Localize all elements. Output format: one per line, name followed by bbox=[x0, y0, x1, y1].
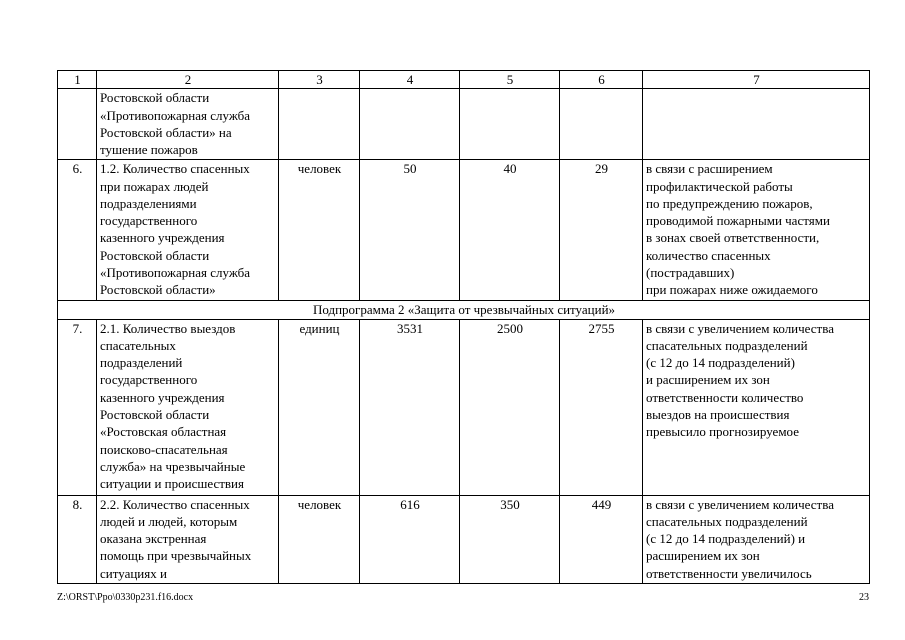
table-row-7 bbox=[58, 319, 870, 495]
cell-value-4: 50 bbox=[360, 160, 460, 301]
cell-unit: единиц bbox=[279, 319, 360, 495]
cell-value-5 bbox=[460, 89, 560, 160]
cell-value-5: 350 bbox=[460, 495, 560, 583]
cell-value-6: 2755 bbox=[560, 319, 643, 495]
cell-value-4 bbox=[360, 89, 460, 160]
header-cell-6: 6 bbox=[560, 71, 643, 89]
table-row-6 bbox=[58, 160, 870, 301]
cell-note: в связи с расширением профилактической работы по предупреждению пожаров, проводимой пожарными частями в зонах своей ответственности, количество спасенных (пострадавших) при пожарах ниже ожидаемого bbox=[643, 160, 870, 301]
cell-value-5: 40 bbox=[460, 160, 560, 301]
cell-note bbox=[643, 89, 870, 160]
cell-unit: человек bbox=[279, 495, 360, 583]
cell-value-4: 3531 bbox=[360, 319, 460, 495]
cell-value-5: 2500 bbox=[460, 319, 560, 495]
cell-num: 7. bbox=[58, 319, 97, 495]
section-title: Подпрограмма 2 «Защита от чрезвычайных ситуаций» bbox=[58, 301, 870, 319]
cell-name: 2.2. Количество спасенных людей и людей, которым оказана экстренная помощь при чрезвычайных ситуациях и bbox=[97, 495, 279, 583]
cell-value-4: 616 bbox=[360, 495, 460, 583]
cell-name: 1.2. Количество спасенных при пожарах людей подразделениями государственного казенного учреждения Ростовской области «Противопожарная служба Ростовской области» bbox=[97, 160, 279, 301]
header-cell-4: 4 bbox=[360, 71, 460, 89]
cell-name: 2.1. Количество выездов спасательных подразделений государственного казенного учреждения Ростовской области «Ростовская областная поисково-спасательная служба» на чрезвычайные ситуации и происшествия bbox=[97, 319, 279, 495]
header-cell-7: 7 bbox=[643, 71, 870, 89]
cell-num bbox=[58, 89, 97, 160]
section-row bbox=[58, 301, 870, 319]
cell-num: 8. bbox=[58, 495, 97, 583]
data-table bbox=[57, 70, 870, 584]
page-number: 23 bbox=[859, 592, 869, 603]
cell-num: 6. bbox=[58, 160, 97, 301]
cell-note: в связи с увеличением количества спасательных подразделений (с 12 до 14 подразделений) и расширением их зон ответственности количество выездов на происшествия превысило прогнозируемое bbox=[643, 319, 870, 495]
header-cell-3: 3 bbox=[279, 71, 360, 89]
cell-value-6 bbox=[560, 89, 643, 160]
cell-value-6: 449 bbox=[560, 495, 643, 583]
header-cell-1: 1 bbox=[58, 71, 97, 89]
cell-unit bbox=[279, 89, 360, 160]
header-cell-5: 5 bbox=[460, 71, 560, 89]
cell-value-6: 29 bbox=[560, 160, 643, 301]
footer-file-path: Z:\ORST\Ppo\0330p231.f16.docx bbox=[57, 592, 194, 603]
cell-name: Ростовской области «Противопожарная служба Ростовской области» на тушение пожаров bbox=[97, 89, 279, 160]
table-row-continued bbox=[58, 89, 870, 160]
table-row-8 bbox=[58, 495, 870, 583]
cell-note: в связи с увеличением количества спасательных подразделений (с 12 до 14 подразделений) и расширением их зон ответственности увеличилось bbox=[643, 495, 870, 583]
cell-unit: человек bbox=[279, 160, 360, 301]
header-cell-2: 2 bbox=[97, 71, 279, 89]
header-row bbox=[58, 71, 870, 89]
